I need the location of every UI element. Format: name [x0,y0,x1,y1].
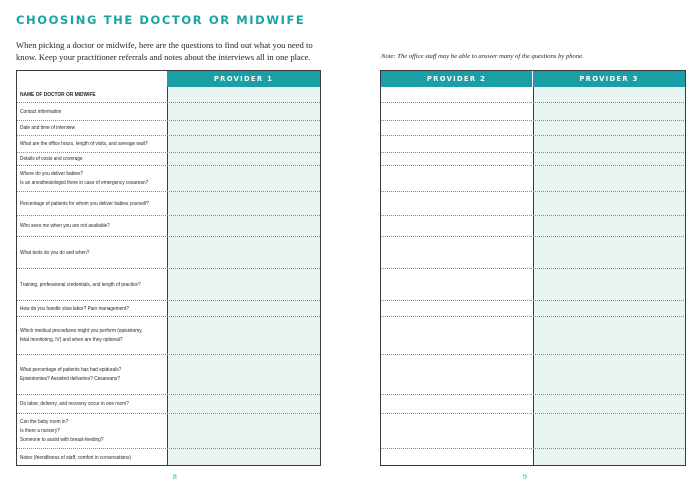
provider-2-3-table [380,70,686,466]
row-label: Date and time of interview [20,125,76,131]
table-row [381,395,684,414]
table-row [17,414,320,449]
provider-1-table [16,70,321,466]
row-label: Do labor, delivery, and recovery occur in one room? [20,401,129,407]
table-row [381,317,684,355]
row-label: What are the office hours, length of visits, and average wait? [20,141,148,147]
provider-1-header: PROVIDER 1 [167,71,320,87]
row-label: NAME OF DOCTOR OR MIDWIFE [20,91,96,98]
page-title: CHOOSING THE DOCTOR OR MIDWIFE [16,13,306,27]
table-row [381,87,684,103]
row-label: What tests do you do and when? [20,249,90,256]
row-label: Notes (friendliness of staff, comfort in conversations) [20,454,131,461]
table-row [381,192,684,216]
table-row [17,87,320,103]
table-row [381,449,684,467]
table-row [17,153,320,166]
row-label: How do you handle slow labor? Pain management? [20,305,129,312]
note-text: Note: The office staff may be able to answer many of the questions by phone. [381,53,584,60]
provider-3-header: PROVIDER 3 [533,71,685,87]
table-row [381,166,684,192]
table-row [17,216,320,237]
table-row [17,269,320,301]
page-number-left: 8 [173,472,177,481]
table-row [17,103,320,121]
table-row [17,449,320,467]
row-label: Where do you deliver babies? Is an anesthesiologist there in case of emergency cesarean? [20,171,149,186]
table-row [17,166,320,192]
row-label: Training, professional credentials, and length of practice? [20,281,141,288]
table-row [17,136,320,153]
row-label: Contact information [20,108,62,115]
provider-2-header: PROVIDER 2 [381,71,533,87]
table-row [17,192,320,216]
table-row [381,216,684,237]
row-label: What percentage of patients has had epidurals? Episiotomies? Assisted deliveries? Cesareans? [20,367,122,382]
table-row [381,269,684,301]
table-row [381,237,684,269]
table-row [17,395,320,414]
row-label: Details of costs and coverage [20,156,83,162]
table-row [381,121,684,136]
table-row [381,414,684,449]
table-row [17,237,320,269]
table-row [381,153,684,166]
table-row [381,301,684,317]
row-label: Can the baby room in? Is there a nursery? Someone to assist with breast-feeding? [20,419,104,443]
page-number-right: 9 [523,472,527,481]
intro-text: When picking a doctor or midwife, here are the questions to find out what you need to know. Keep your practitioner referrals and notes about the interviews all in one place. [16,40,313,62]
table-row [17,355,320,395]
table-row [17,121,320,136]
table-row [17,317,320,355]
row-label: Percentage of patients for whom you deliver babies yourself? [20,200,150,207]
table-row [381,136,684,153]
table-row [381,103,684,121]
row-label: Who sees me when you are not available? [20,223,110,229]
table-row [17,301,320,317]
row-label: Which medical procedures might you perform (episiotomy, fetal monitoring, IV) and when are they optional? [20,328,143,343]
table-row [381,355,684,395]
